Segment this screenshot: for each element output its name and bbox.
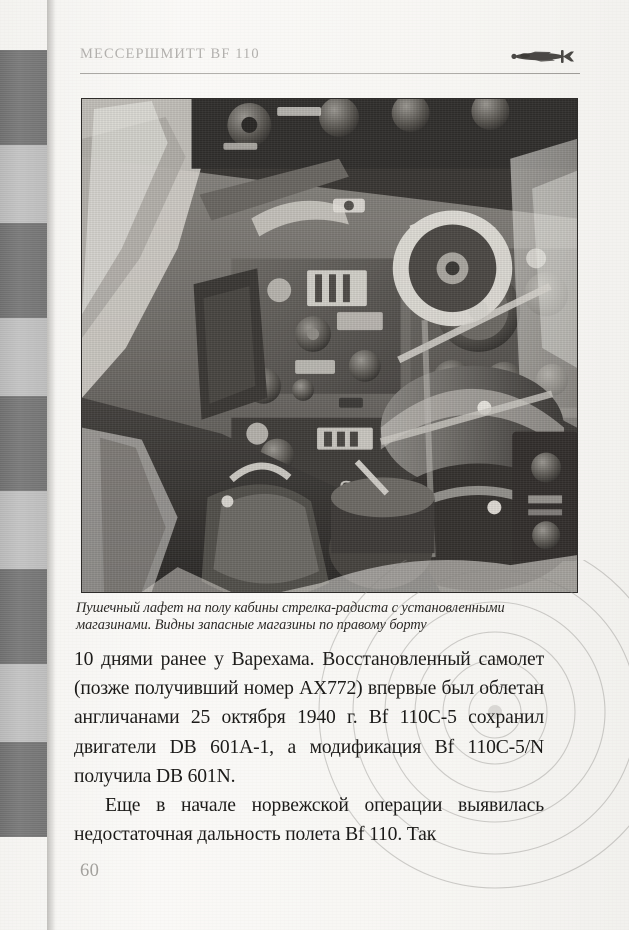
- scan-band: [0, 491, 47, 569]
- scan-band: [0, 145, 47, 223]
- scanner-edge-artifact: [0, 0, 48, 930]
- cockpit-photograph: [81, 98, 578, 593]
- scan-band: [0, 569, 47, 664]
- scan-band: [0, 664, 47, 742]
- running-head: МЕССЕРШМИТТ BF 110: [80, 46, 260, 62]
- footer-rule: [80, 847, 580, 848]
- scan-edge-shadow: [47, 0, 56, 930]
- scan-band: [0, 50, 47, 145]
- caption-line-2: магазинами. Видны запасные магазины по правому борту: [76, 616, 427, 633]
- scan-band: [0, 396, 47, 491]
- body-text: [74, 645, 544, 849]
- scan-band: [0, 223, 47, 318]
- paragraph: 10 днями ранее у Варехама. Восстановленный самолет (позже получивший номер AX772) впервые был облетан англичанами 25 октября 1940 г. Bf 110C-5 сохранил двигатели DB 601A-1, а модификация Bf 110C-5/N получила DB 601N.: [74, 649, 544, 787]
- page-number: 60: [80, 861, 100, 881]
- caption-line-1: Пушечный лафет на полу кабины стрелка-радиста с установленными: [76, 600, 505, 616]
- scan-band: [0, 742, 47, 837]
- aircraft-silhouette-icon: [505, 46, 583, 68]
- paragraph: Еще в начале норвежской операции выявилась недостаточная дальность полета Bf 110. Так: [74, 795, 544, 846]
- header-rule: [80, 73, 580, 74]
- scan-band: [0, 318, 47, 396]
- photo-caption: [76, 600, 581, 633]
